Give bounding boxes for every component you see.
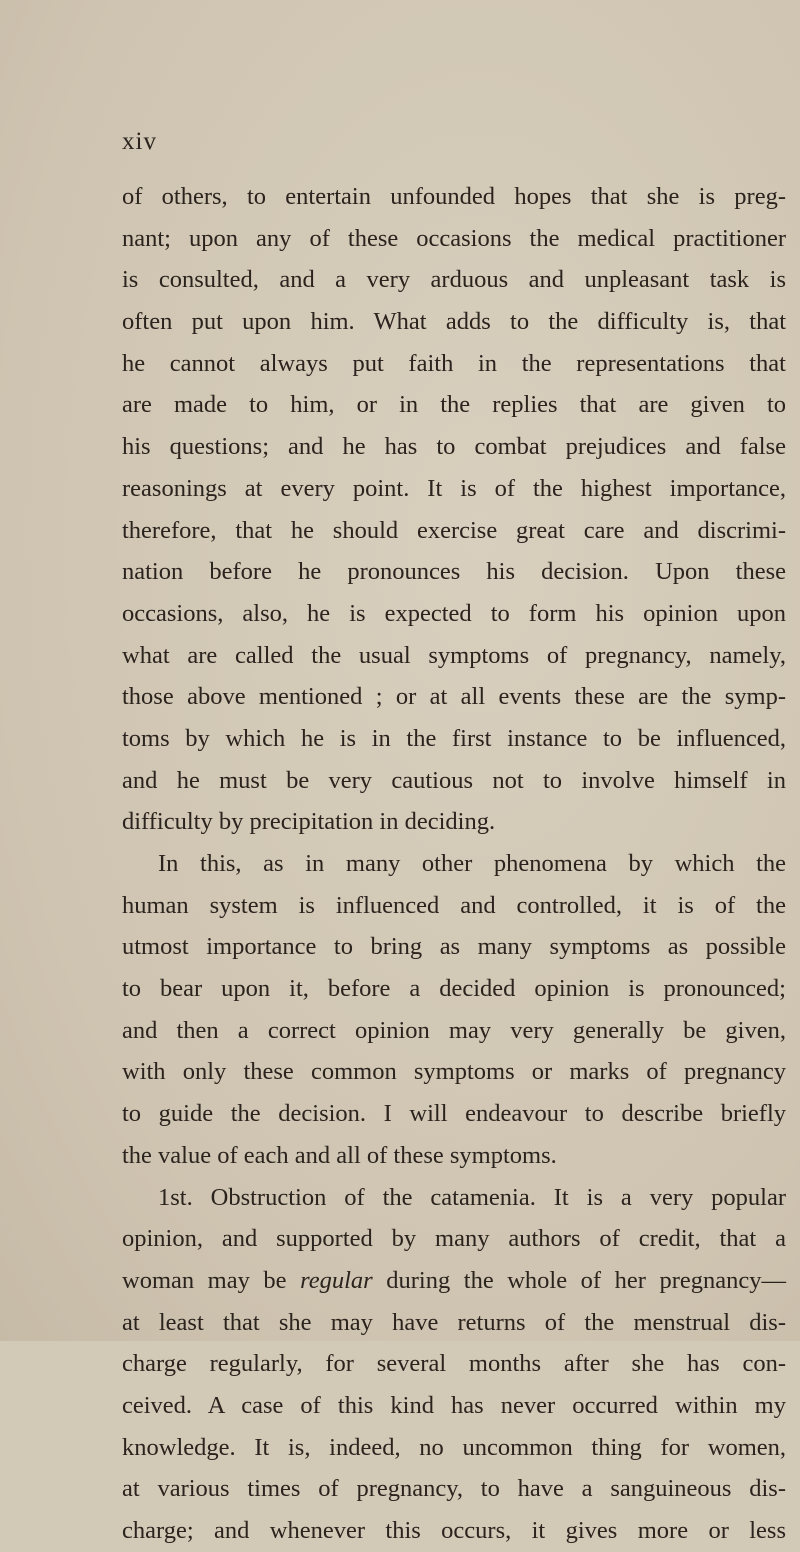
text-line: are made to him, or in the replies that are given to: [122, 391, 786, 419]
text-line: 1st. Obstruction of the catamenia. It is a very popular: [158, 1183, 786, 1211]
text-line: at various times of pregnancy, to have a sanguineous dis-: [122, 1475, 786, 1503]
text-line: nation before he pronounces his decision. Upon these: [122, 558, 786, 586]
text-line: reasonings at every point. It is of the highest importance,: [122, 474, 786, 502]
text-line: occasions, also, he is expected to form his opinion upon: [122, 599, 786, 627]
text-line: nant; upon any of these occasions the medical practitioner: [122, 224, 786, 252]
text-segment: woman may be: [122, 1266, 301, 1294]
text-line: difficulty by precipitation in deciding.: [122, 808, 496, 836]
text-line: [122, 1260, 786, 1302]
text-line: with only these common symptoms or marks of pregnancy: [122, 1058, 786, 1086]
text-line: and he must be very cautious not to involve himself in: [122, 766, 786, 794]
text-line: to bear upon it, before a decided opinion is pronounced;: [122, 975, 786, 1003]
italic-word: regular: [300, 1266, 373, 1294]
text-line: therefore, that he should exercise great care and discrimi-: [122, 516, 786, 544]
text-line: what are called the usual symptoms of pregnancy, namely,: [122, 641, 786, 669]
text-line: his questions; and he has to combat prejudices and false: [122, 433, 786, 461]
text-line: ceived. A case of this kind has never occurred within my: [122, 1391, 786, 1419]
text-line: to guide the decision. I will endeavour to describe briefly: [122, 1100, 786, 1128]
text-line: those above mentioned ; or at all events these are the symp-: [122, 683, 786, 711]
text-line: is consulted, and a very arduous and unpleasant task is: [122, 266, 786, 294]
text-line: opinion, and supported by many authors of credit, that a: [122, 1225, 786, 1253]
text-line: often put upon him. What adds to the difficulty is, that: [122, 308, 786, 336]
text-line: utmost importance to bring as many symptoms as possible: [122, 933, 786, 961]
text-line: at least that she may have returns of the menstrual dis-: [122, 1308, 786, 1336]
text-line: human system is influenced and controlled, it is of the: [122, 891, 786, 919]
page-number: xiv: [122, 128, 157, 155]
text-line: he cannot always put faith in the representations that: [122, 349, 786, 377]
text-segment: during the whole of her pregnancy—: [372, 1266, 786, 1294]
text-line: charge; and whenever this occurs, it gives more or less: [122, 1517, 786, 1544]
text-line: of others, to entertain unfounded hopes that she is preg-: [122, 183, 786, 210]
text-line: and then a correct opinion may very generally be given,: [122, 1016, 786, 1044]
body-text: [122, 176, 786, 1552]
text-line: charge regularly, for several months after she has con-: [122, 1350, 786, 1378]
text-line: knowledge. It is, indeed, no uncommon thing for women,: [122, 1433, 786, 1461]
text-line: In this, as in many other phenomena by which the: [158, 850, 786, 877]
text-line: toms by which he is in the first instance to be influenced,: [122, 724, 786, 752]
text-line: the value of each and all of these symptoms.: [122, 1141, 557, 1169]
